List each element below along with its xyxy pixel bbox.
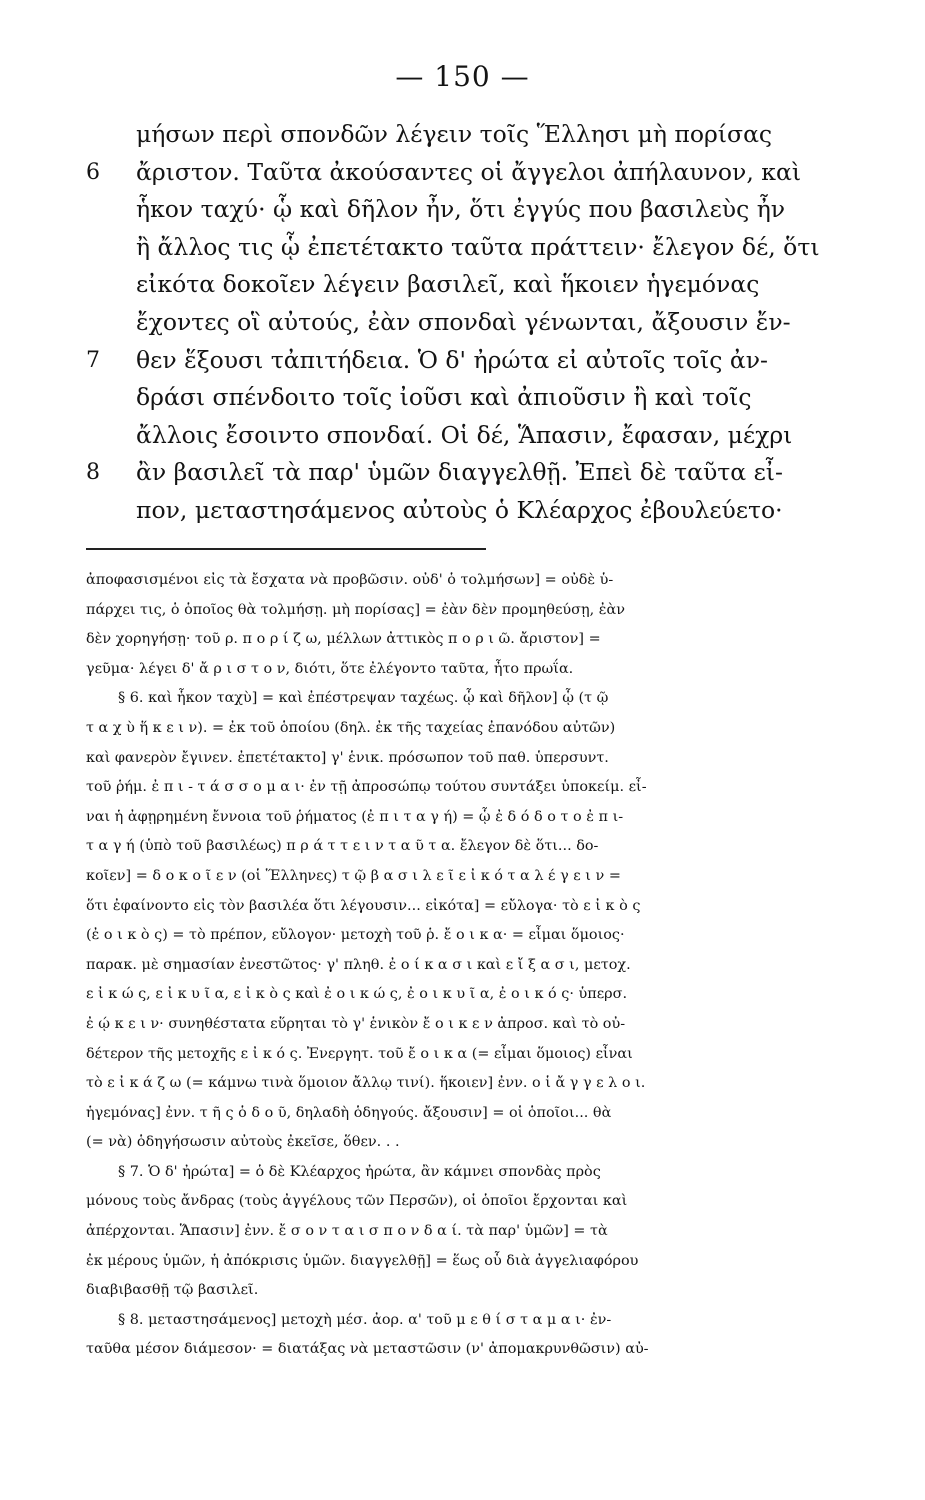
- text-line: [86, 266, 866, 304]
- commentary-notes: [86, 566, 866, 1365]
- note-line: ε ἰ κ ώ ς, ε ἰ κ υ ῖ α, ε ἰ κ ὸ ς καὶ ἐ ο ι κ ώ ς, ἐ ο ι κ υ ῖ α, ἐ ο ι κ ό ς· ὑπερσ.: [86, 986, 628, 1003]
- line-text: ἄριστον. Ταῦτα ἀκούσαντες οἱ ἄγγελοι ἀπήλαυνον, καὶ: [136, 157, 802, 186]
- text-line: [86, 492, 866, 530]
- note-line: ταῦθα μέσον διάμεσον· = διατάξας νὰ μεταστῶσιν (ν' ἀπομακρυνθῶσιν) αὐ-: [86, 1341, 649, 1358]
- section-number: 8: [86, 460, 100, 486]
- text-line: [86, 154, 866, 192]
- note-line: δέτερον τῆς μετοχῆς ε ἰ κ ό ς. Ἐνεργητ. τοῦ ἔ ο ι κ α (= εἶμαι ὅμοιος) εἶναι: [86, 1045, 633, 1062]
- line-text: ἂν βασιλεῖ τὰ παρ' ὑμῶν διαγγελθῇ. Ἐπεὶ δὲ ταῦτα εἶ-: [136, 458, 783, 487]
- page-number: — 150 —: [395, 60, 530, 93]
- note-line: ἐ ῴ κ ε ι ν· συνηθέστατα εὕρηται τὸ γ' ἑνικὸν ἔ ο ι κ ε ν ἀπροσ. καὶ τὸ οὐ-: [86, 1015, 626, 1032]
- note-line: ἡγεμόνας] ἐνν. τ ῆ ς ὁ δ ο ῦ, δηλαδὴ ὁδηγούς. ἄξουσιν] = οἱ ὁποῖοι... θὰ: [86, 1104, 612, 1121]
- text-line: [86, 304, 866, 342]
- note-line: (ἐ ο ι κ ὸ ς) = τὸ πρέπον, εὔλογον· μετοχὴ τοῦ ῥ. ἔ ο ι κ α· = εἶμαι ὅμοιος·: [86, 927, 625, 944]
- note-line: (= νὰ) ὁδηγήσωσιν αὐτοὺς ἐκεῖσε, ὅθεν. . .: [86, 1134, 400, 1151]
- main-text: [86, 116, 866, 530]
- footnote-rule: [86, 548, 486, 550]
- note-line: πάρχει τις, ὁ ὁποῖος θὰ τολμήσῃ. μὴ πορίσας] = ἐὰν δὲν προμηθεύσῃ, ἐὰν: [86, 601, 625, 618]
- section-number: 7: [86, 347, 100, 373]
- line-text: θεν ἕξουσι τἀπιτήδεια. Ὁ δ' ἠρώτα εἰ αὐτοῖς τοῖς ἀν-: [136, 345, 768, 374]
- note-line: ἀπέρχονται. Ἅπασιν] ἐνν. ἔ σ ο ν τ α ι σ π ο ν δ α ί. τὰ παρ' ὑμῶν] = τὰ: [86, 1223, 608, 1240]
- note-line: ναι ἡ ἀφῃρημένη ἔννοια τοῦ ῥήματος (ἐ π ι τ α γ ή) = ᾧ ἐ δ ό δ ο τ ο ἐ π ι-: [86, 808, 624, 825]
- text-line: [86, 229, 866, 267]
- line-text: πον, μεταστησάμενος αὐτοὺς ὁ Κλέαρχος ἐβουλεύετο·: [136, 495, 783, 524]
- note-line: τ α γ ή (ὑπὸ τοῦ βασιλέως) π ρ ά τ τ ε ι ν τ α ῦ τ α. ἔλεγον δὲ ὅτι... δο-: [86, 838, 599, 855]
- section-number: 6: [86, 159, 100, 185]
- note-line: ὅτι ἐφαίνοντο εἰς τὸν βασιλέα ὅτι λέγουσιν... εἰκότα] = εὔλογα· τὸ ε ἰ κ ὸ ς: [86, 897, 641, 914]
- note-line: ἀποφασισμένοι εἰς τὰ ἔσχατα νὰ προβῶσιν. οὐδ' ὁ τολμήσων] = οὐδὲ ὑ-: [86, 572, 614, 588]
- text-line: [86, 191, 866, 229]
- line-text: ἢ ἄλλος τις ᾧ ἐπετέτακτο ταῦτα πράττειν· ἔλεγον δέ, ὅτι: [136, 232, 820, 261]
- text-line: [86, 454, 866, 492]
- note-line: § 7. Ὁ δ' ἠρώτα] = ὁ δὲ Κλέαρχος ἠρώτα, ἂν κάμνει σπονδὰς πρὸς: [118, 1163, 601, 1180]
- note-line: τὸ ε ἰ κ ά ζ ω (= κάμνω τινὰ ὅμοιον ἄλλῳ τινί). ἥκοιεν] ἐνν. ο ἱ ἄ γ γ ε λ ο ι.: [86, 1075, 646, 1092]
- note-line: § 6. καὶ ἧκον ταχὺ] = καὶ ἐπέστρεψαν ταχέως. ᾧ καὶ δῆλον] ᾧ (τ ῷ: [118, 690, 609, 707]
- line-text: δράσι σπένδοιτο τοῖς ἰοῦσι καὶ ἀπιοῦσιν ἢ καὶ τοῖς: [136, 383, 752, 412]
- text-line: [86, 417, 866, 455]
- line-text: εἰκότα δοκοῖεν λέγειν βασιλεῖ, καὶ ἥκοιεν ἡγεμόνας: [136, 270, 760, 299]
- note-line: ἐκ μέρους ὑμῶν, ἡ ἀπόκρισις ὑμῶν. διαγγελθῇ] = ἕως οὗ διὰ ἀγγελιαφόρου: [86, 1252, 639, 1269]
- note-line: μόνους τοὺς ἄνδρας (τοὺς ἀγγέλους τῶν Περσῶν), οἱ ὁποῖοι ἔρχονται καὶ: [86, 1193, 628, 1210]
- note-line: διαβιβασθῇ τῷ βασιλεῖ.: [86, 1282, 259, 1299]
- text-line: [86, 379, 866, 417]
- text-line: [86, 116, 866, 154]
- note-line: τοῦ ῥήμ. ἐ π ι - τ ά σ σ ο μ α ι· ἐν τῇ ἀπροσώπῳ τούτου συντάξει ὑποκείμ. εἶ-: [86, 779, 647, 796]
- text-line: [86, 342, 866, 380]
- note-line: § 8. μεταστησάμενος] μετοχὴ μέσ. ἀορ. α' τοῦ μ ε θ ί σ τ α μ α ι· ἐν-: [118, 1311, 612, 1328]
- line-text: ἄλλοις ἔσοιντο σπονδαί. Οἱ δέ, Ἅπασιν, ἔφασαν, μέχρι: [136, 420, 793, 449]
- note-line: κοῖεν] = δ ο κ ο ῖ ε ν (οἱ Ἕλληνες) τ ῷ β α σ ι λ ε ῖ ε ἰ κ ό τ α λ έ γ ε ι ν =: [86, 867, 621, 884]
- note-line: τ α χ ὺ ἥ κ ε ι ν). = ἐκ τοῦ ὁποίου (δηλ. ἐκ τῆς ταχείας ἐπανόδου αὐτῶν): [86, 719, 616, 736]
- note-line: παρακ. μὲ σημασίαν ἐνεστῶτος· γ' πληθ. ἐ ο ί κ α σ ι καὶ ε ἴ ξ α σ ι, μετοχ.: [86, 956, 631, 973]
- note-line: γεῦμα· λέγει δ' ἄ ρ ι σ τ ο ν, διότι, ὅτε ἐλέγοντο ταῦτα, ἦτο πρωΐα.: [86, 660, 574, 677]
- note-line: καὶ φανερὸν ἔγινεν. ἐπετέτακτο] γ' ἑνικ. πρόσωπον τοῦ παθ. ὑπερσυντ.: [86, 749, 609, 766]
- line-text: μήσων περὶ σπονδῶν λέγειν τοῖς Ἕλλησι μὴ πορίσας: [136, 120, 773, 148]
- line-text: ἧκον ταχύ· ᾧ καὶ δῆλον ἦν, ὅτι ἐγγύς που βασιλεὺς ἦν: [136, 195, 786, 224]
- line-text: ἔχοντες οἳ αὐτούς, ἐὰν σπονδαὶ γένωνται, ἄξουσιν ἔν-: [136, 307, 791, 336]
- note-line: δὲν χορηγήσῃ· τοῦ ρ. π ο ρ ί ζ ω, μέλλων ἀττικὸς π ο ρ ι ῶ. ἄριστον] =: [86, 631, 601, 648]
